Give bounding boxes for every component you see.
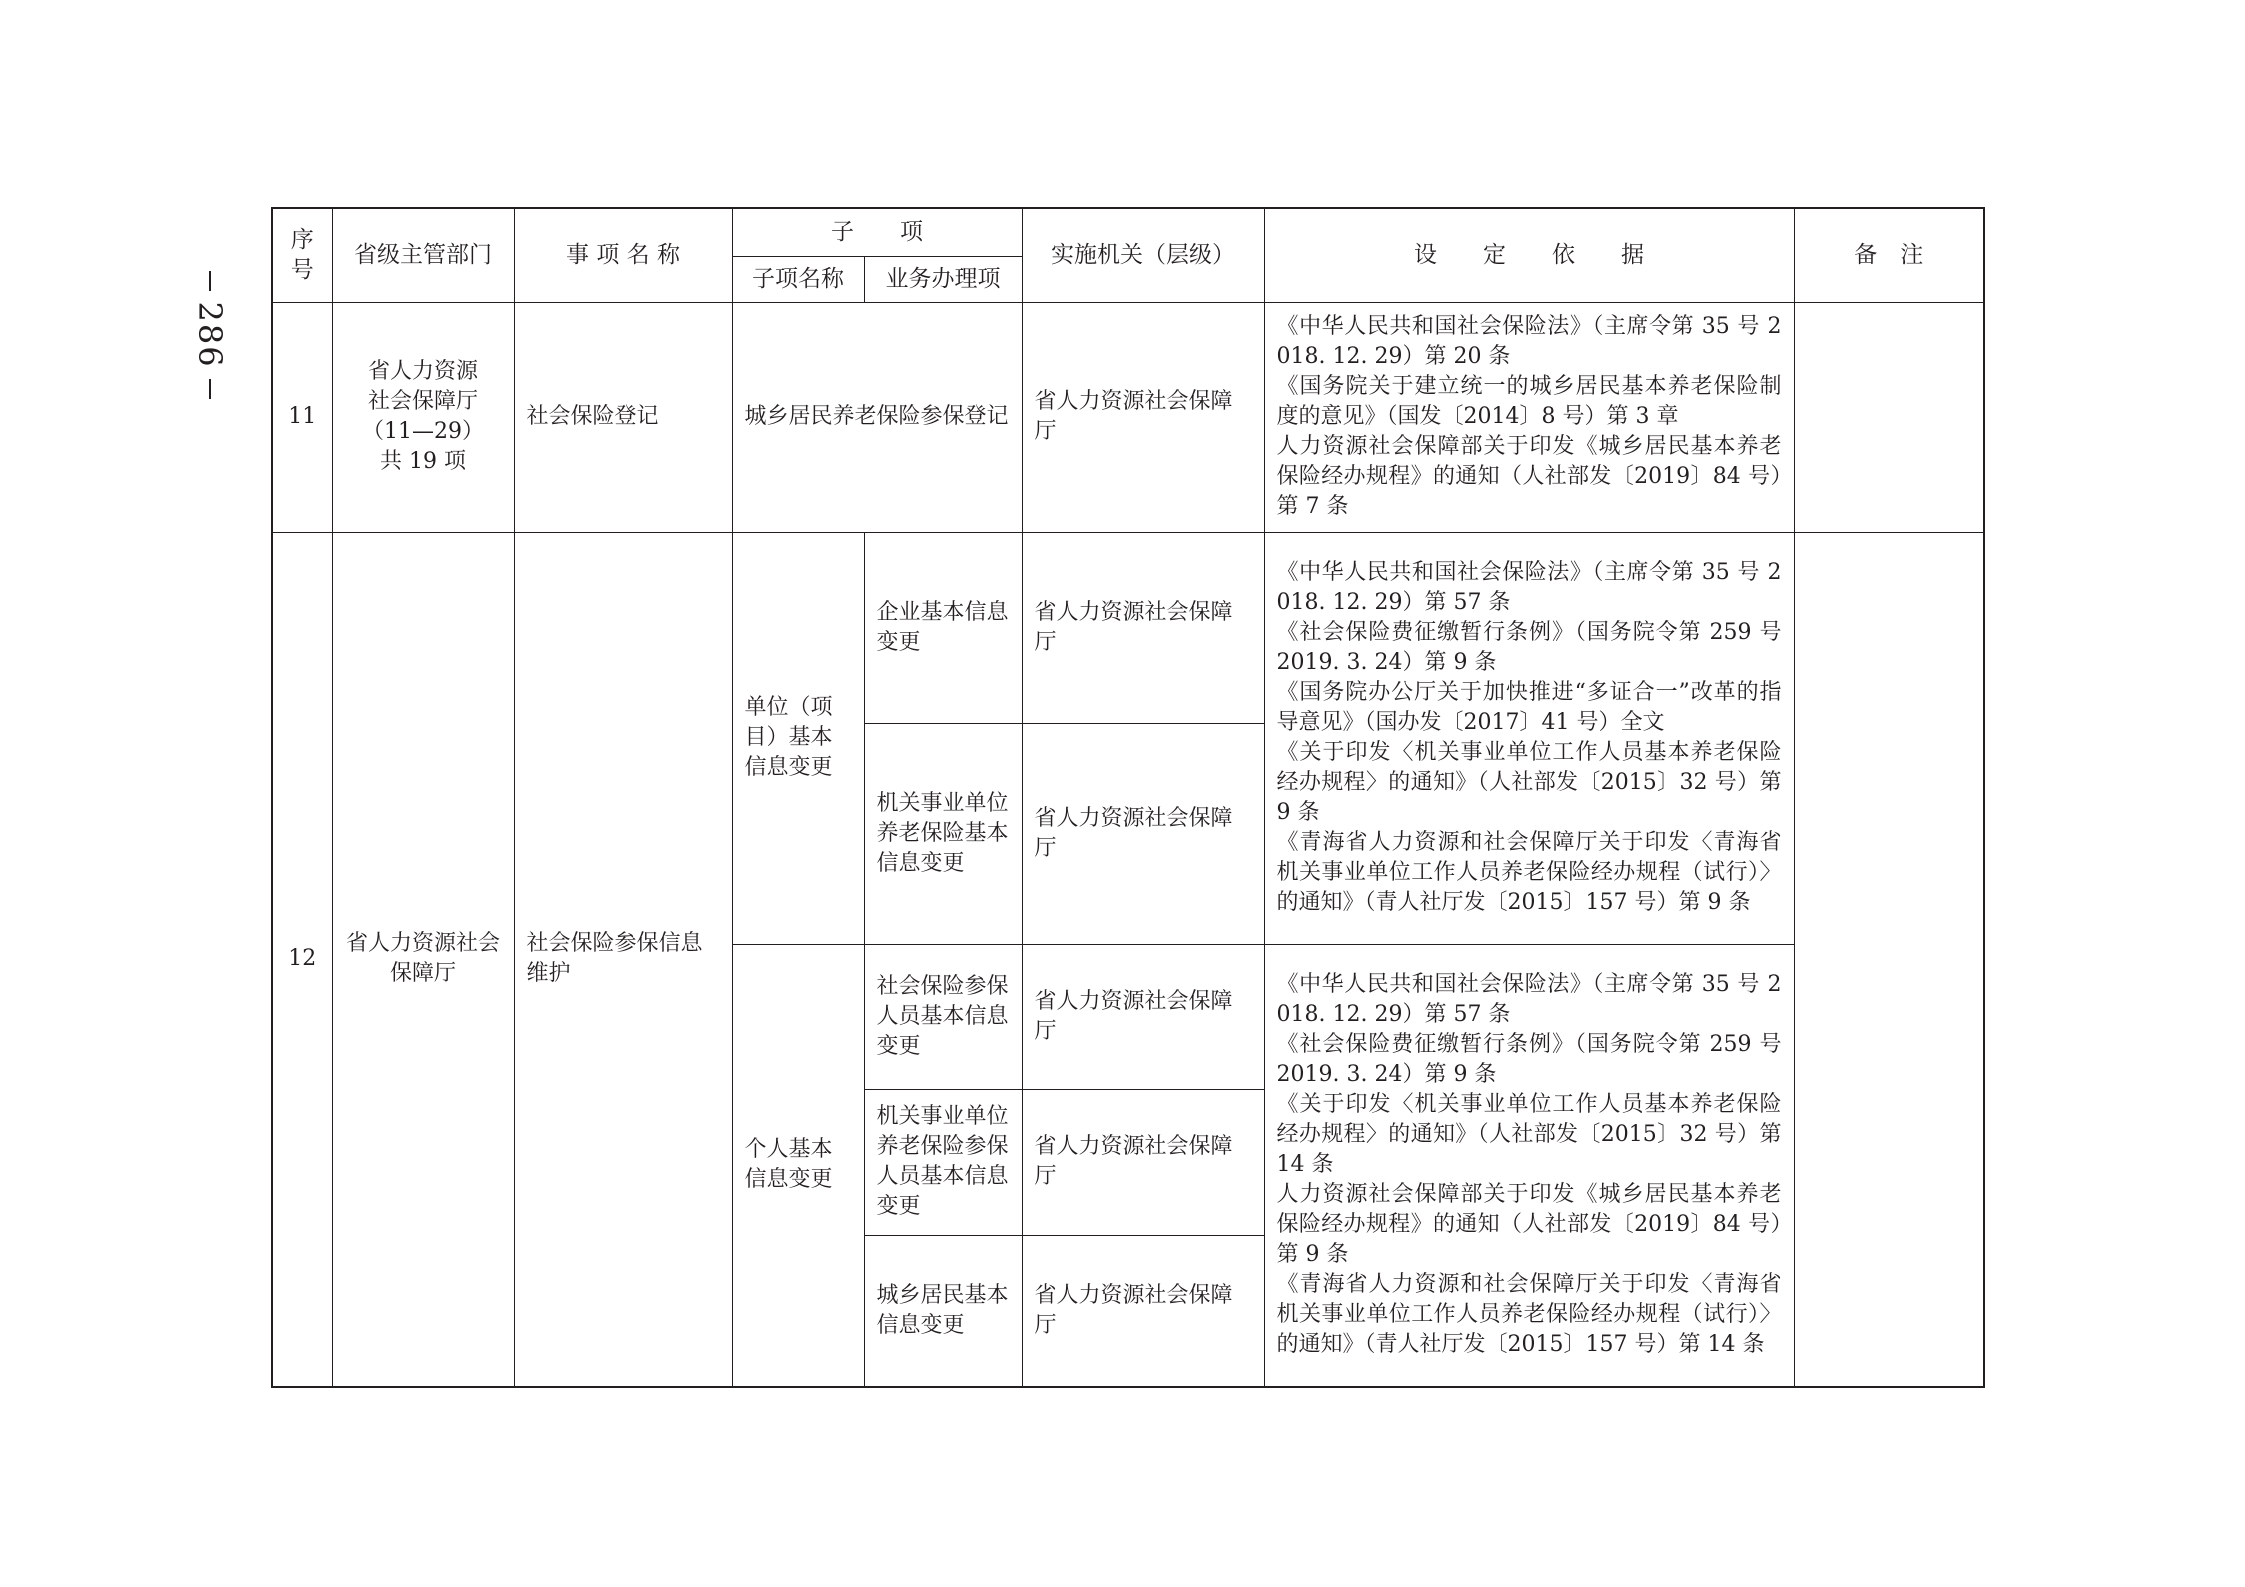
row-agency: 省人力资源社会保障厅 (1022, 723, 1264, 944)
row-agency: 省人力资源社会保障厅 (1022, 302, 1264, 532)
basis-line: 《国务院关于建立统一的城乡居民基本养老保险制度的意见》（国发〔2014〕8 号）第 3 章 (1276, 374, 1782, 429)
header-item-name: 事 项 名 称 (514, 208, 732, 302)
dept-line: 省人力资源 (367, 359, 478, 384)
dept-line: （11—29） (362, 419, 484, 444)
row-agency: 省人力资源社会保障厅 (1022, 1235, 1264, 1387)
row-item-name: 社会保险参保信息维护 (514, 532, 732, 1387)
row-business: 社会保险参保人员基本信息变更 (864, 944, 1022, 1089)
row-basis (1264, 532, 1794, 944)
header-agency: 实施机关（层级） (1022, 208, 1264, 302)
basis-line: 《中华人民共和国社会保险法》（主席令第 35 号 2018. 12. 29）第 20 条 (1276, 314, 1782, 369)
basis-line: 人力资源社会保障部关于印发《城乡居民基本养老保险经办规程》的通知（人社部发〔2019〕84 号）第 9 条 (1276, 1182, 1782, 1268)
header-seq: 序号 (272, 208, 332, 302)
basis-line: 《社会保险费征缴暂行条例》（国务院令第 259 号 2019. 3. 24）第 9 条 (1276, 1032, 1782, 1088)
basis-line: 《社会保险费征缴暂行条例》（国务院令第 259 号 2019. 3. 24）第 9 条 (1276, 620, 1782, 675)
row-dept: 省人力资源社会保障厅 (332, 532, 514, 1387)
row-business: 企业基本信息变更 (864, 532, 1022, 723)
row-agency: 省人力资源社会保障厅 (1022, 532, 1264, 723)
row-basis (1264, 944, 1794, 1387)
basis-line: 人力资源社会保障部关于印发《城乡居民基本养老保险经办规程》的通知（人社部发〔2019〕84 号）第 7 条 (1276, 434, 1782, 519)
row-business: 机关事业单位养老保险基本信息变更 (864, 723, 1022, 944)
table-row (272, 302, 1984, 532)
basis-line: 《关于印发〈机关事业单位工作人员基本养老保险经办规程〉的通知》（人社部发〔2015〕32 号）第 14 条 (1276, 1092, 1782, 1178)
basis-line: 《国务院办公厅关于加快推进“多证合一”改革的指导意见》（国办发〔2017〕41 号）全文 (1276, 680, 1782, 735)
table-row (272, 532, 1984, 723)
basis-line: 《中华人民共和国社会保险法》（主席令第 35 号 2018. 12. 29）第 57 条 (1276, 560, 1782, 615)
row-note (1794, 302, 1984, 532)
dash-right (209, 379, 211, 399)
basis-line: 《中华人民共和国社会保险法》（主席令第 35 号 2018. 12. 29）第 57 条 (1276, 972, 1782, 1028)
header-sub-name: 子项名称 (732, 256, 864, 302)
items-table (271, 207, 1985, 1388)
row-agency: 省人力资源社会保障厅 (1022, 1089, 1264, 1235)
row-item-name: 社会保险登记 (514, 302, 732, 532)
page-number-text: 286 (191, 301, 229, 369)
header-sub: 子 项 (732, 208, 1022, 256)
dept-line: 社会保障厅 (367, 389, 478, 414)
row-business: 城乡居民基本信息变更 (864, 1235, 1022, 1387)
basis-line: 《关于印发〈机关事业单位工作人员基本养老保险经办规程〉的通知》（人社部发〔2015〕32 号）第 9 条 (1276, 740, 1782, 825)
row-business: 机关事业单位养老保险参保人员基本信息变更 (864, 1089, 1022, 1235)
row-seq: 11 (272, 302, 332, 532)
header-dept: 省级主管部门 (332, 208, 514, 302)
header-note: 备 注 (1794, 208, 1984, 302)
row-sub-name: 单位（项目）基本信息变更 (732, 532, 864, 944)
row-seq: 12 (272, 532, 332, 1387)
row-note (1794, 532, 1984, 1387)
header-basis: 设 定 依 据 (1264, 208, 1794, 302)
header-business: 业务办理项 (864, 256, 1022, 302)
row-sub-name: 城乡居民养老保险参保登记 (732, 302, 1022, 532)
dash-left (209, 271, 211, 291)
page-number (125, 301, 295, 369)
row-dept (332, 302, 514, 532)
row-agency: 省人力资源社会保障厅 (1022, 944, 1264, 1089)
row-sub-name: 个人基本信息变更 (732, 944, 864, 1387)
basis-line: 《青海省人力资源和社会保障厅关于印发〈青海省机关事业单位工作人员养老保险经办规程（试行）〉的通知》（青人社厅发〔2015〕157 号）第 9 条 (1276, 830, 1782, 915)
basis-line: 《青海省人力资源和社会保障厅关于印发〈青海省机关事业单位工作人员养老保险经办规程（试行）〉的通知》（青人社厅发〔2015〕157 号）第 14 条 (1276, 1272, 1782, 1358)
row-basis (1264, 302, 1794, 532)
dept-line: 共 19 项 (380, 449, 466, 474)
